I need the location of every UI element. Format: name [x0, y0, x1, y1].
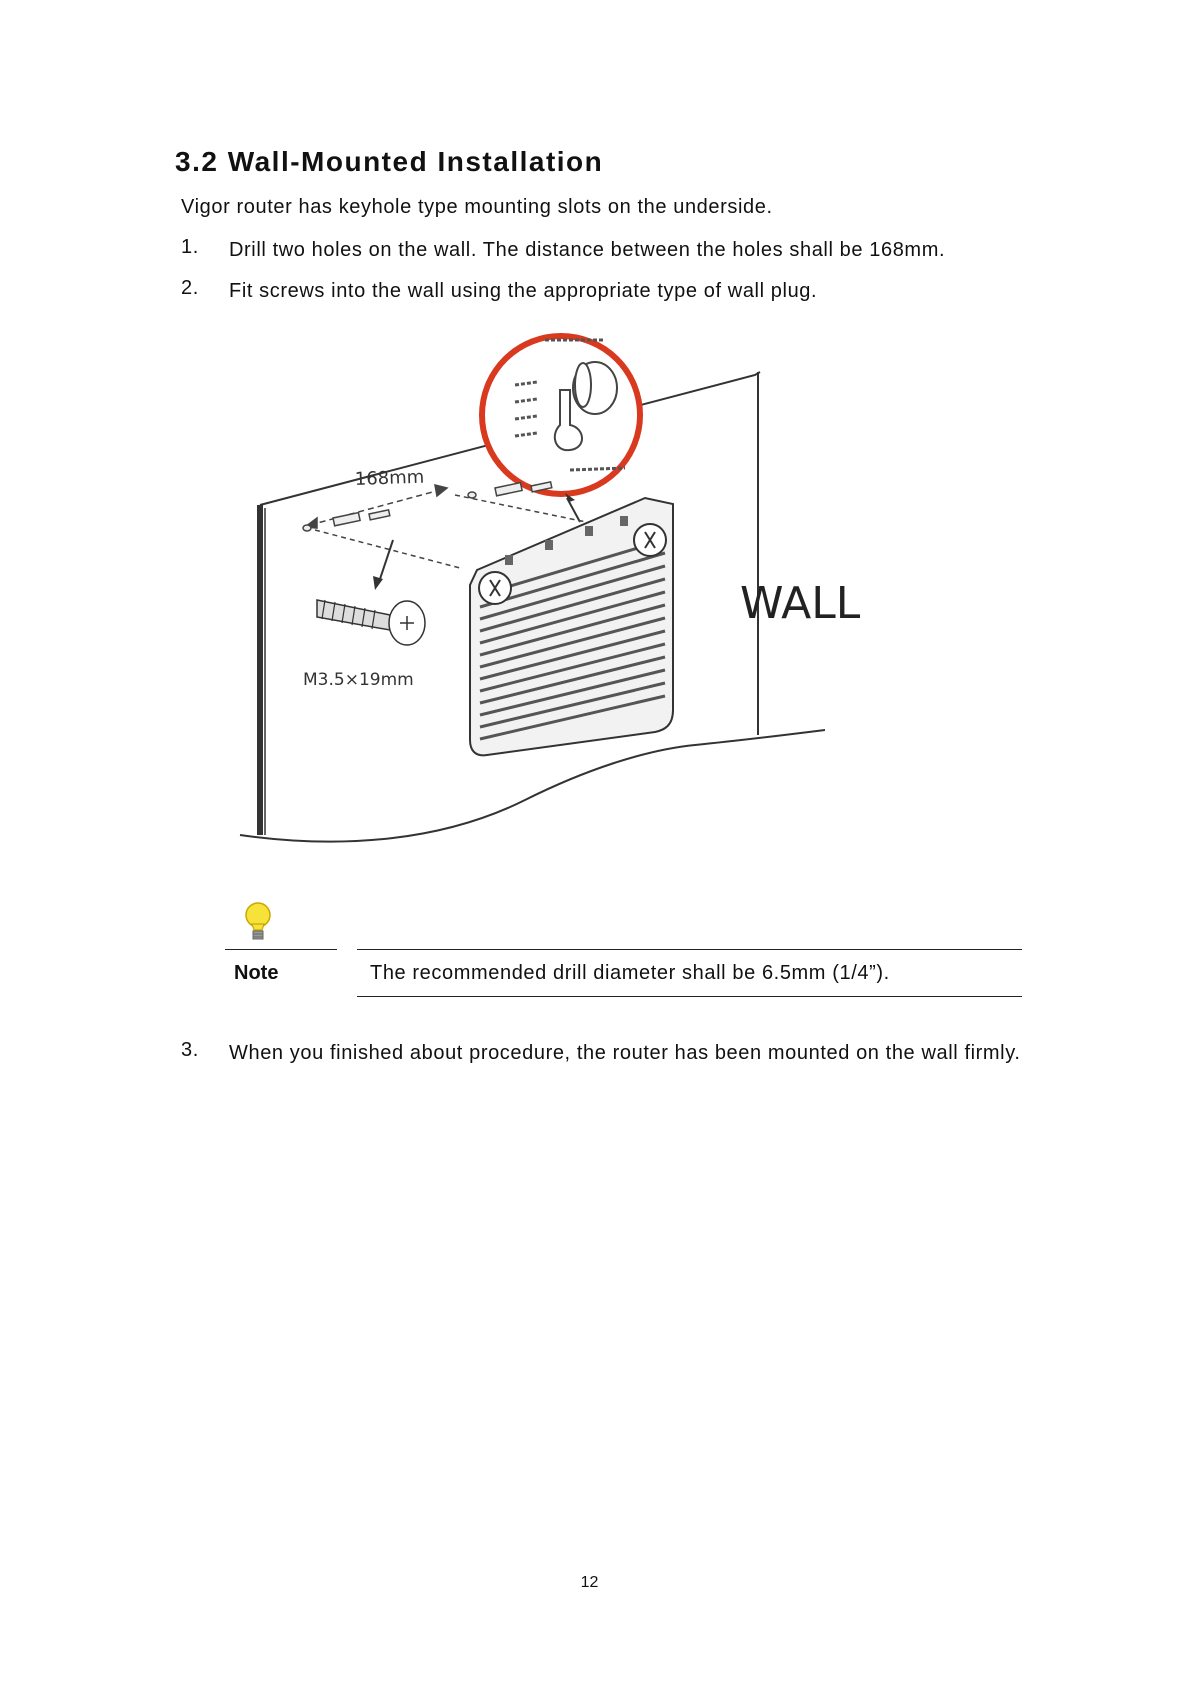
wall-plugs: [303, 482, 552, 531]
lightbulb-icon: [240, 900, 276, 946]
intro-paragraph: Vigor router has keyhole type mounting slots on the underside.: [181, 196, 773, 218]
step-number: 3.: [181, 1039, 199, 1061]
section-heading: 3.2 Wall-Mounted Installation: [175, 146, 604, 177]
page-number: 12: [580, 1574, 599, 1591]
step-number: 2.: [181, 277, 199, 299]
note-text: The recommended drill diameter shall be 6.5mm (1/4”).: [370, 962, 890, 984]
note-label: Note: [234, 962, 279, 984]
step-number: 1.: [181, 236, 199, 258]
router-body: [470, 498, 673, 755]
note-divider: [225, 949, 337, 950]
step-text: When you finished about procedure, the router has been mounted on the wall firmly.: [229, 1042, 1021, 1064]
note-divider: [357, 996, 1022, 997]
screw-detail: [317, 600, 425, 645]
note-divider: [357, 949, 1022, 950]
distance-label: 168mm: [354, 466, 425, 490]
step-text: Fit screws into the wall using the appropriate type of wall plug.: [229, 280, 818, 302]
screw-size-label: M3.5×19mm: [303, 670, 414, 690]
step-text: Drill two holes on the wall. The distance between the holes shall be 168mm.: [229, 239, 946, 261]
wall-mount-illustration: [225, 330, 925, 870]
wall-label: WALL: [740, 578, 861, 629]
